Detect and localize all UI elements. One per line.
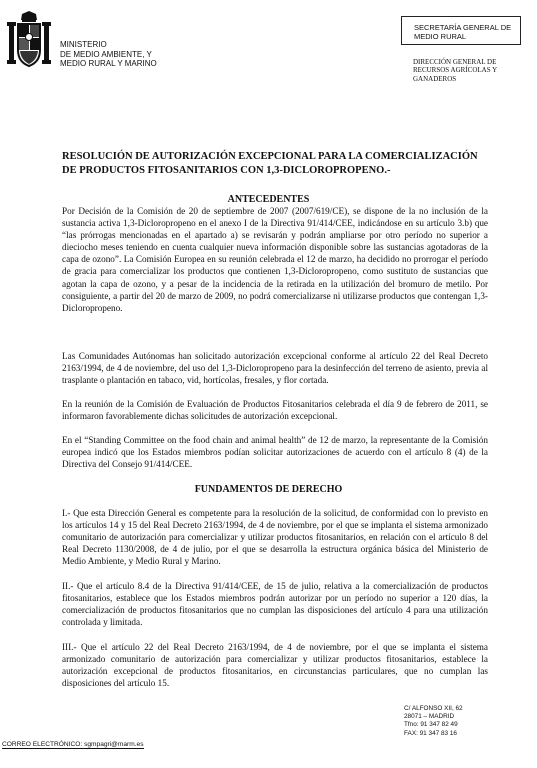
section-heading-fundamentos: FUNDAMENTOS DE DERECHO	[194, 484, 343, 495]
footer-email[interactable]	[2, 741, 144, 749]
paragraph: Las Comunidades Autónomas han solicitado autorización excepcional conforme al artículo 22 del Real Decreto 2163/1994, de 4 de noviembre, del uso del 1,3-Dicloropropeno para la desinfección del terreno de asiento, previa al trasplante o plantación en tabaco, vid, hortícolas, fresales, y flor cortada.	[62, 351, 488, 386]
ministry-line: DE MEDIO AMBIENTE, Y	[60, 49, 152, 59]
directorate-line: GANADEROS	[413, 74, 457, 83]
address-line: C/ ALFONSO XII, 62	[404, 705, 463, 712]
directorate-line: DIRECCIÓN GENERAL DE	[413, 58, 497, 66]
address-line: 28071 – MADRID	[404, 713, 455, 721]
paragraph: Por Decisión de la Comisión de 20 de septiembre de 2007 (2007/619/CE), se dispone de la no inclusión de la sustancia activa 1,3-Dicloropropeno en el anexo I de la Directiva 91/414/CEE, indicándose en su artículo 3.b) que “las prórrogas mencionadas en el apartado a) se revisarán y podrán ampliarse por otro período no superior a dieciocho meses teniendo en cuenta cualquier nueva información disponible sobre las sustancias agotadoras de la capa de ozono”. La Comisión Europea en su reunión celebrada el 12 de marzo, ha decidido no prorrogar el período de gracia para comercializar los productos que contienen 1,3-Dicloropropeno, como sustituto de sustancias que agotan la capa de ozono, y a pesar de la incidencia de la retirada en la utilización del bromuro de metilo. Por consiguiente, a partir del 20 de marzo de 2009, no podrá comercializarse ni utilizarse productos que contengan 1,3-Dicloropropeno.	[62, 206, 488, 313]
section-heading-antecedentes: ANTECEDENTES	[227, 194, 310, 205]
email-text[interactable]: CORREO ELECTRÓNICO: sgmpagri@marm.es	[2, 741, 144, 748]
ministry-line: MEDIO RURAL Y MARINO	[60, 59, 157, 68]
document-title: RESOLUCIÓN DE AUTORIZACIÓN EXCEPCIONAL PARA LA COMERCIALIZACIÓN DE PRODUCTOS FITOSANITARIOS CON 1,3-DICLOROPROPENO.-	[62, 151, 478, 176]
paragraph: III.- Que el artículo 22 del Real Decreto 2163/1994, de 4 de noviembre, por el que se implanta el sistema armonizado comunitario de autorización para comercializar y utilizar productos fitosanitarios, establece la autorización excepcional de productos fitosanitarios, en circunstancias particulares, que no cumplan las disposiciones del artículo 15.	[62, 642, 488, 689]
ministry-name	[60, 40, 157, 69]
paragraph: I.- Que esta Dirección General es competente para la resolución de la solicitud, de conformidad con lo previsto en los artículos 14 y 15 del Real Decreto 2163/1994, de 4 de noviembre, por el que se implanta el sistema armonizado comunitario de autorización para comercializar y utilizar productos fitosanitarios, en relación con el artículo 8 del Real Decreto 1130/2008, de 4 de julio, por el que se desarrolla la estructura orgánica básica del Ministerio de Medio Ambiente, y Medio Rural y Marino.	[62, 508, 488, 567]
directorate-name	[413, 58, 497, 83]
secretariat-line: SECRETARÍA GENERAL DE	[414, 23, 512, 32]
paragraph: En la reunión de la Comisión de Evaluación de Productos Fitosanitarios celebrada el día 9 de febrero de 2011, se informaron favorablemente dichas solicitudes de autorización excepcional.	[62, 399, 488, 422]
coat-of-arms-of-spain-icon	[6, 10, 52, 70]
address-line: FAX: 91 347 83 16	[404, 729, 457, 737]
paragraph: II.- Que el artículo 8.4 de la Directiva 91/414/CEE, de 15 de julio, relativa a la comercialización de productos fitosanitarios, establece que los Estados miembros podrán autorizar por un período no superior a 120 días, la comercialización de productos fitosanitarios que no cumplan las disposiciones del artículo 4 para una utilización controlada y limitada.	[62, 581, 488, 628]
ministry-line: MINISTERIO	[60, 40, 107, 49]
paragraph: En el “Standing Committee on the food chain and animal health” de 12 de marzo, la representante de la Comisión europea indicó que los Estados miembros podían solicitar autorizaciones de acuerdo con el artículo 8 (4) de la Directiva del Consejo 91/414/CEE.	[62, 435, 488, 470]
secretariat-line: MEDIO RURAL	[414, 32, 467, 41]
secretariat-box	[401, 16, 521, 45]
footer-address	[404, 705, 463, 738]
address-line: Tfno: 91 347 82 49	[404, 721, 458, 729]
directorate-line: RECURSOS AGRÍCOLAS Y	[413, 66, 498, 75]
